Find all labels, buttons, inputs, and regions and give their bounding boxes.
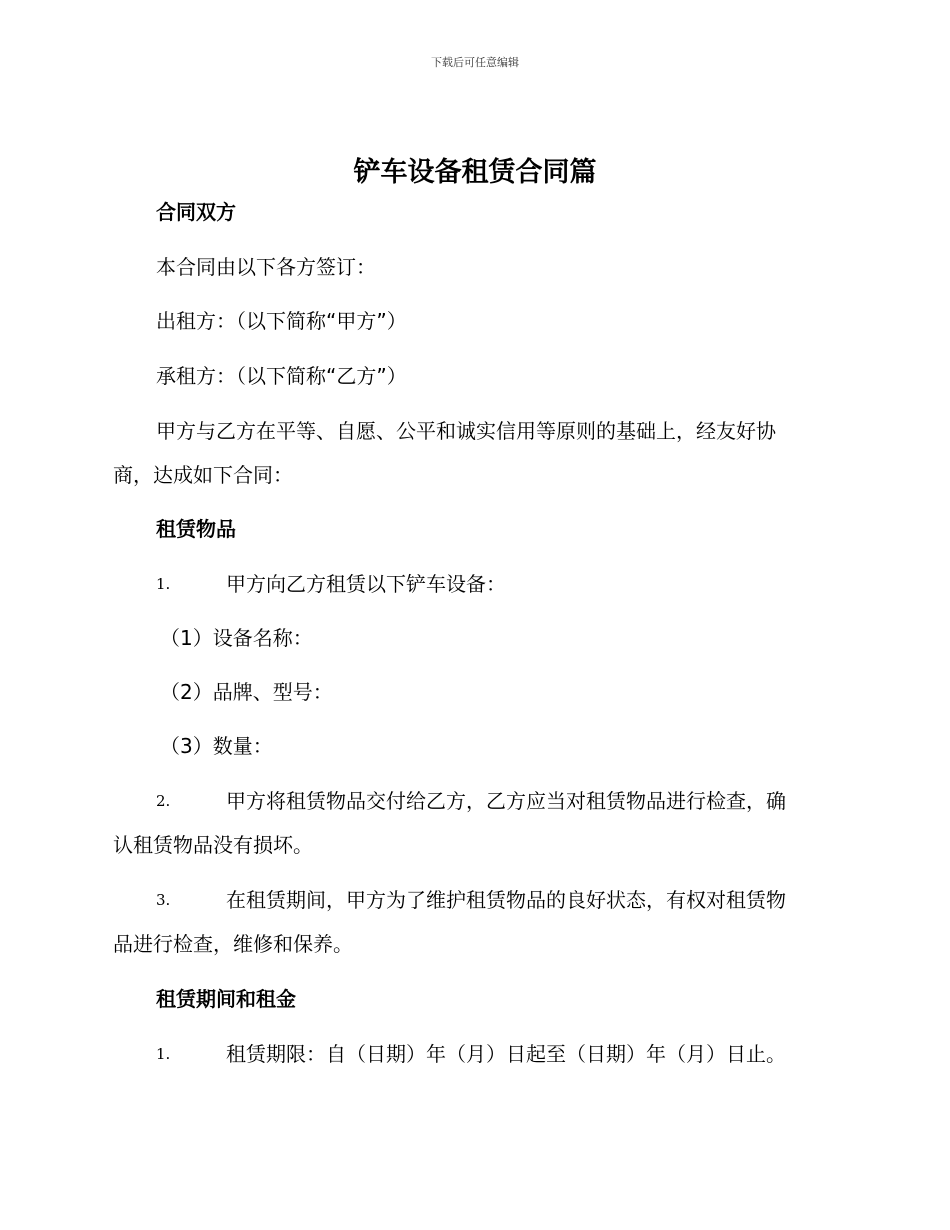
goods-sub-1: （1）设备名称： — [160, 626, 313, 650]
term-item-1-text: 租赁期限：自（日期）年（月）日起至（日期）年（月）日止。 — [226, 1042, 786, 1066]
section-heading-term: 租赁期间和租金 — [156, 987, 296, 1011]
agreement-line-1: 甲方与乙方在平等、自愿、公平和诚实信用等原则的基础上，经友好协 — [156, 419, 776, 443]
goods-item-3-line-1: 在租赁期间，甲方为了维护租赁物品的良好状态，有权对租赁物 — [226, 888, 786, 912]
goods-sub-3: （3）数量： — [160, 734, 273, 758]
goods-item-1-number: 1. — [156, 575, 171, 593]
goods-item-2-number: 2. — [156, 792, 171, 810]
section-heading-parties: 合同双方 — [156, 200, 236, 224]
goods-item-3-number: 3. — [156, 891, 171, 909]
document-title: 铲车设备租赁合同篇 — [353, 157, 597, 188]
lessor-line: 出租方：（以下简称“甲方”） — [156, 309, 407, 333]
term-item-1-number: 1. — [156, 1045, 171, 1063]
goods-item-2-line-1: 甲方将租赁物品交付给乙方，乙方应当对租赁物品进行检查，确 — [226, 789, 786, 813]
lessee-line: 承租方：（以下简称“乙方”） — [156, 364, 407, 388]
goods-item-1-text: 甲方向乙方租赁以下铲车设备： — [226, 572, 506, 596]
header-note: 下载后可任意编辑 — [431, 56, 519, 69]
section-heading-goods: 租赁物品 — [156, 517, 236, 541]
goods-item-2-line-2: 认租赁物品没有损坏。 — [113, 833, 313, 857]
agreement-line-2: 商，达成如下合同： — [113, 463, 293, 487]
goods-item-3-line-2: 品进行检查，维修和保养。 — [113, 932, 353, 956]
parties-intro: 本合同由以下各方签订： — [156, 255, 376, 279]
goods-sub-2: （2）品牌、型号： — [160, 680, 333, 704]
